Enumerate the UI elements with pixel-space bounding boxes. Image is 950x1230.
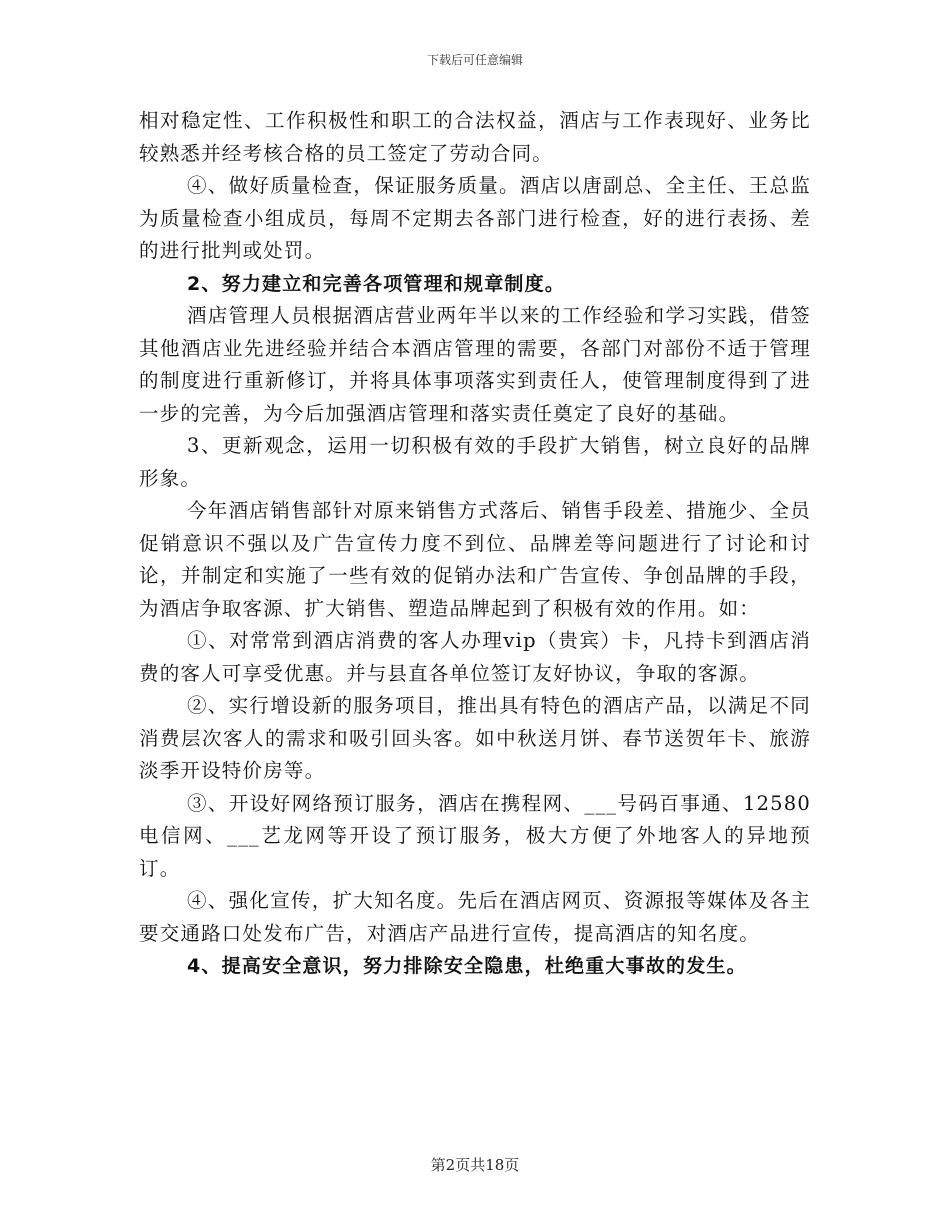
paragraph-quality-check: ④、做好质量检查，保证服务质量。酒店以唐副总、全主任、王总监为质量检查小组成员，每周不定期去各部门进行检查，好的进行表扬、差的进行批判或处罚。 [139, 174, 811, 262]
paragraph-sales-dept: 今年酒店销售部针对原来销售方式落后、销售手段差、措施少、全员促销意识不强以及广告宣传力度不到位、品牌差等问题进行了讨论和讨论，并制定和实施了一些有效的促销办法和广告宣传、争创品牌的手段，为酒店争取客源、扩大销售、塑造品牌起到了积极有效的作用。如： [139, 499, 811, 620]
document-body [139, 105, 811, 983]
paragraph-labor-contract: 相对稳定性、工作积极性和职工的合法权益，酒店与工作表现好、业务比较熟悉并经考核合格的员工签定了劳动合同。 [139, 109, 811, 165]
paragraph-management-rules: 酒店管理人员根据酒店营业两年半以来的工作经验和学习实践，借签其他酒店业先进经验并结合本酒店管理的需要，各部门对部份不适于管理的制度进行重新修订，并将具体事项落实到责任人，使管理制度得到了进一步的完善，为今后加强酒店管理和落实责任奠定了良好的基础。 [139, 304, 811, 425]
list-item-new-services: ②、实行增设新的服务项目，推出具有特色的酒店产品，以满足不同消费层次客人的需求和吸引回头客。如中秋送月饼、春节送贺年卡、旅游淡季开设特价房等。 [139, 694, 811, 782]
list-item-vip-card: ①、对常常到酒店消费的客人办理vip（贵宾）卡，凡持卡到酒店消费的客人可享受优惠。并与县直各单位签订友好协议，争取的客源。 [139, 629, 811, 685]
page-header: 下载后可任意编辑 [426, 53, 523, 67]
list-item-online-booking: ③、开设好网络预订服务，酒店在携程网、___号码百事通、12580电信网、___艺龙网等开设了预订服务，极大方便了外地客人的异地预订。 [139, 791, 811, 880]
page-number: 第2页共18页 [430, 1156, 520, 1174]
section-heading-management: 2、努力建立和完善各项管理和规章制度。 [187, 272, 566, 295]
section-heading-safety: 4、提高安全意识，努力排除安全隐患，杜绝重大事故的发生。 [187, 955, 747, 977]
section-heading-sales: 3、更新观念，运用一切积极有效的手段扩大销售，树立良好的品牌形象。 [139, 434, 811, 490]
list-item-promotion: ④、强化宣传，扩大知名度。先后在酒店网页、资源报等媒体及各主要交通路口处发布广告，对酒店产品进行宣传，提高酒店的知名度。 [139, 889, 811, 945]
